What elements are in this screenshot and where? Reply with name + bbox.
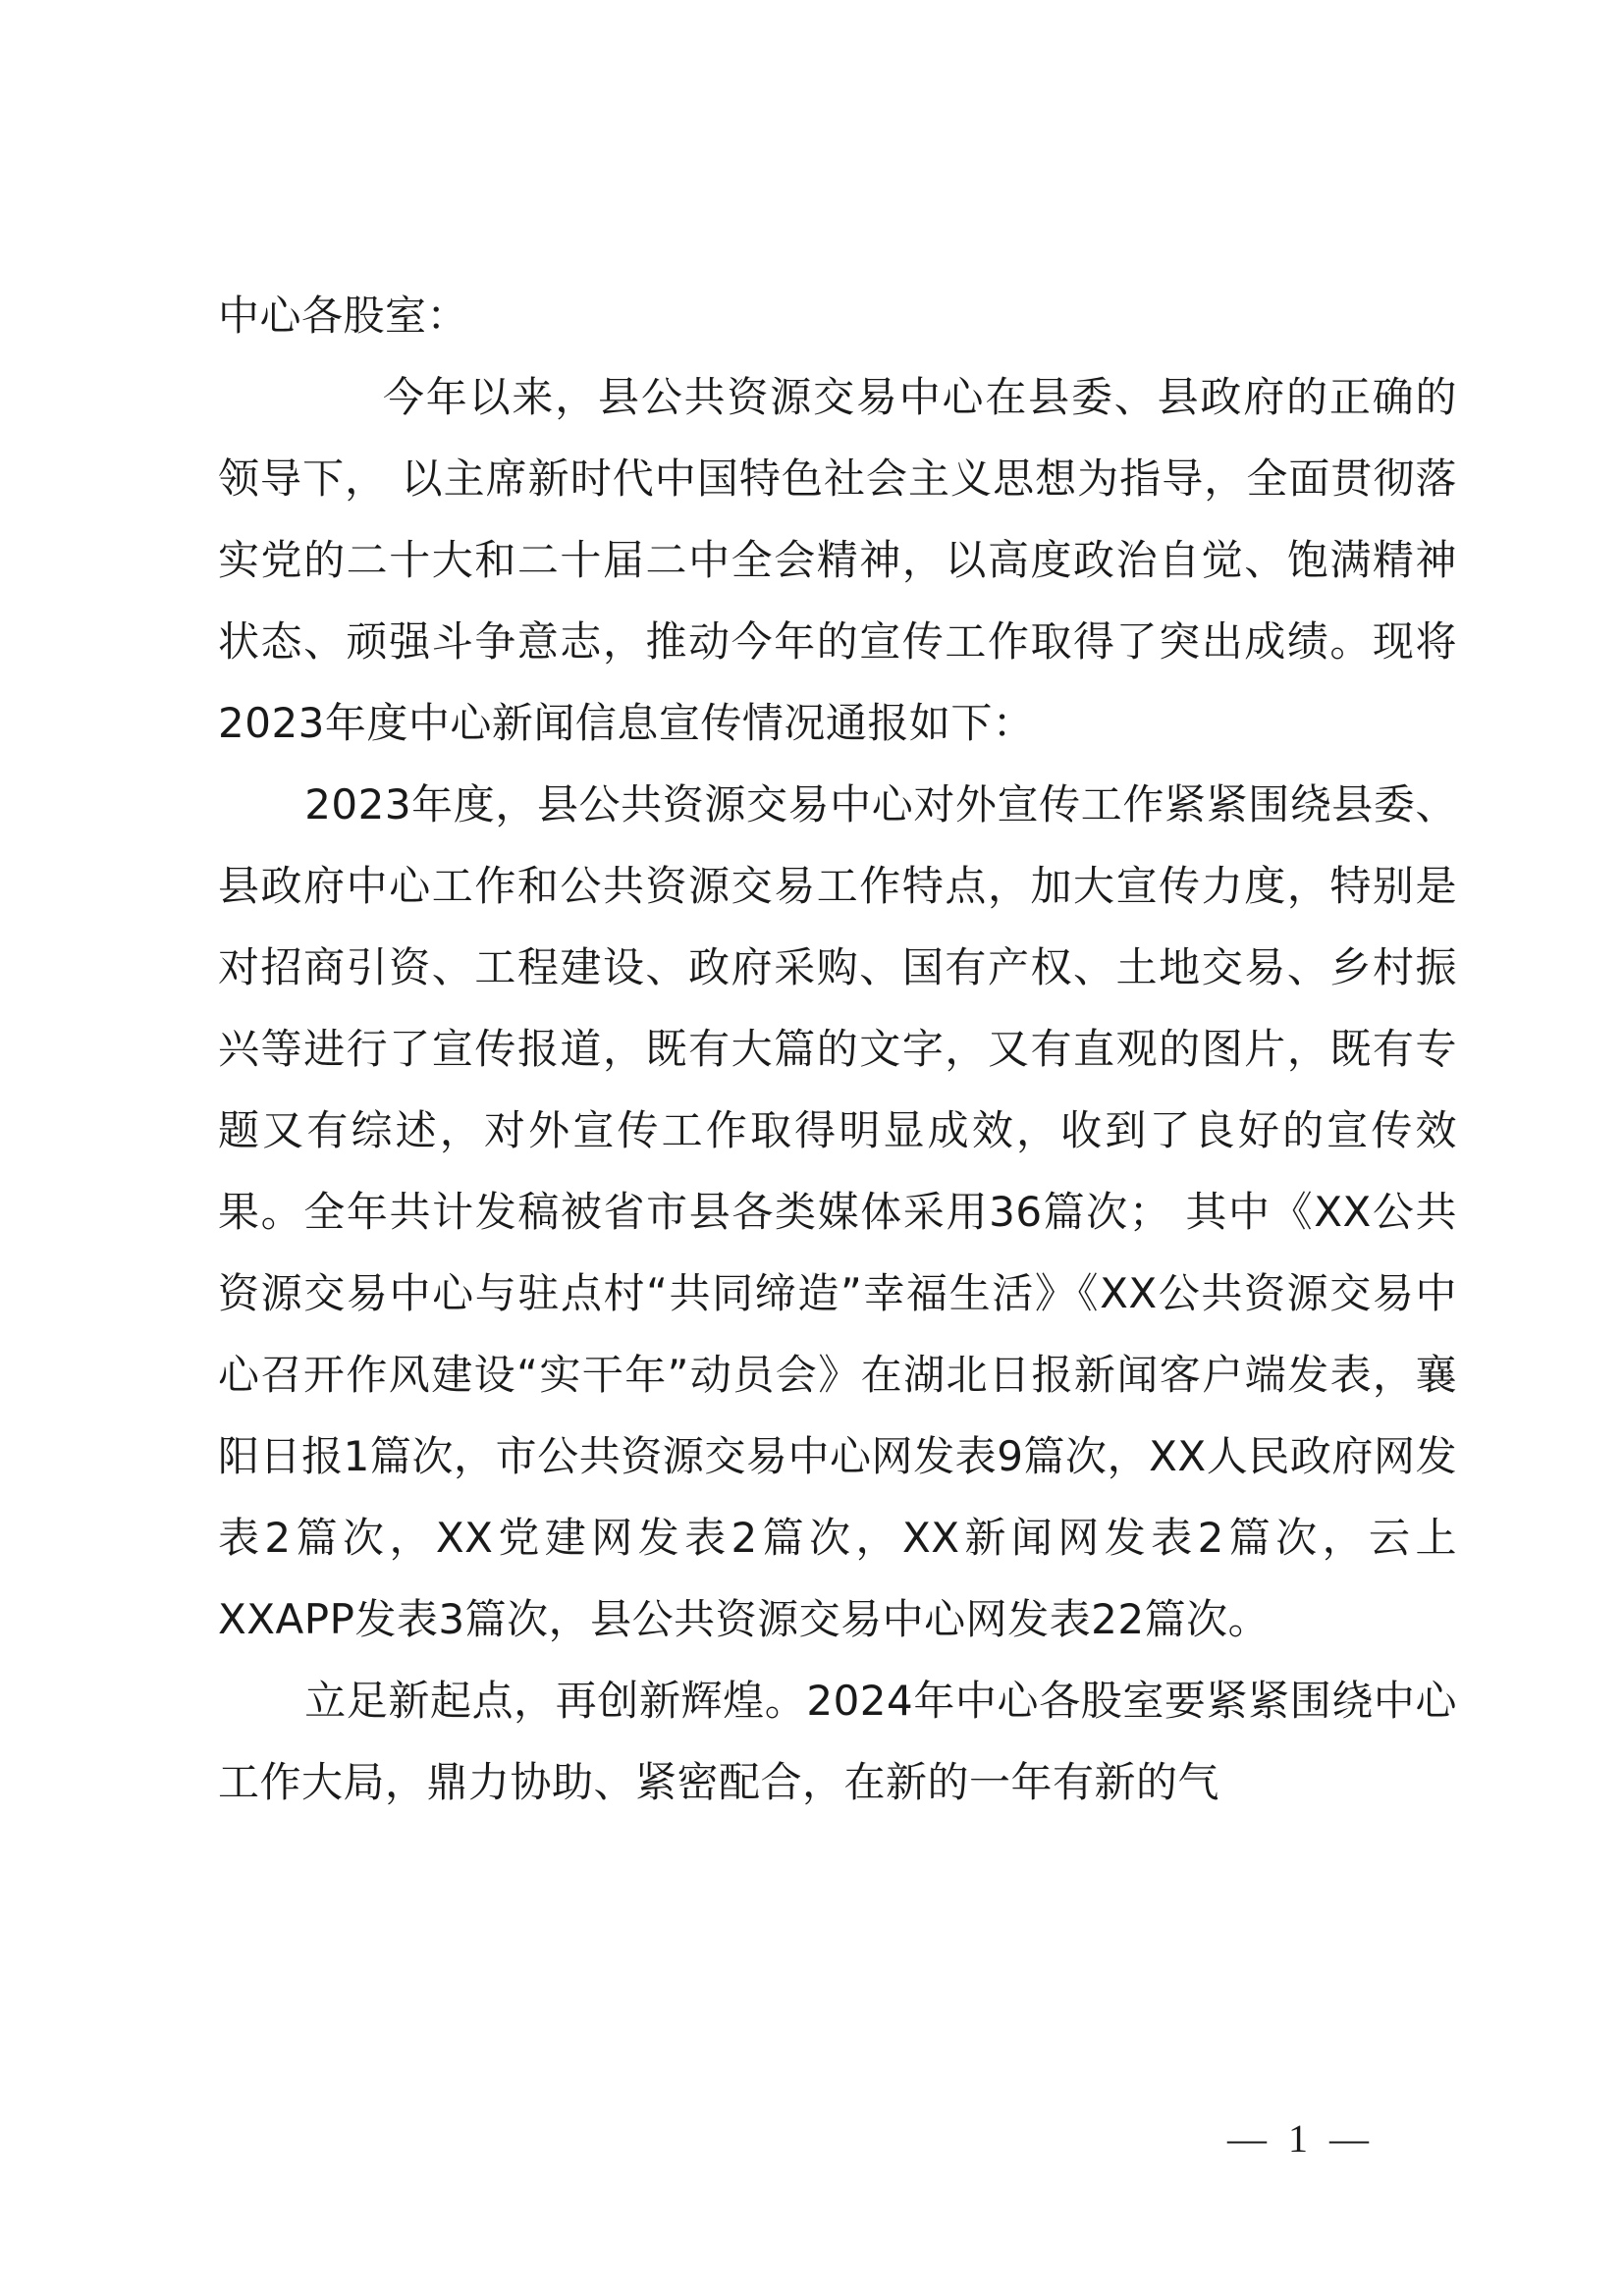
document-body [218,275,1457,1823]
paragraph-2023-summary: 2023年度，县公共资源交易中心对外宣传工作紧紧围绕县委、县政府中心工作和公共资源交易工作特点，加大宣传力度，特别是对招商引资、工程建设、政府采购、国有产权、土地交易、乡村振兴等进行了宣传报道，既有大篇的文字，又有直观的图片，既有专题又有综述，对外宣传工作取得明显成效，收到了良好的宣传效果。全年共计发稿被省市县各类媒体采用36篇次； 其中《XX公共资源交易中心与驻点村“共同缔造”幸福生活》《XX公共资源交易中心召开作风建设“实干年”动员会》在湖北日报新闻客户端发表，襄阳日报1篇次，市公共资源交易中心网发表9篇次，XX人民政府网发表2篇次，XX党建网发表2篇次，XX新闻网发表2篇次，云上XXAPP发表3篇次，县公共资源交易中心网发表22篇次。 [218,780,1457,1643]
paragraph-intro: 今年以来，县公共资源交易中心在县委、县政府的正确的领导下， 以主席新时代中国特色社会主义思想为指导，全面贯彻落实党的二十大和二十届二中全会精神，以高度政治自觉、饱满精神状态、顽强斗争意志，推动今年的宣传工作取得了突出成绩。现将2023年度中心新闻信息宣传情况通报如下： [218,373,1457,747]
salutation: 中心各股室： [218,292,469,340]
page-number: — 1 — [1227,2116,1375,2161]
paragraph-2024-outlook: 立足新起点，再创新辉煌。2024年中心各股室要紧紧围绕中心工作大局，鼎力协助、紧密配合，在新的一年有新的气 [218,1677,1457,1806]
